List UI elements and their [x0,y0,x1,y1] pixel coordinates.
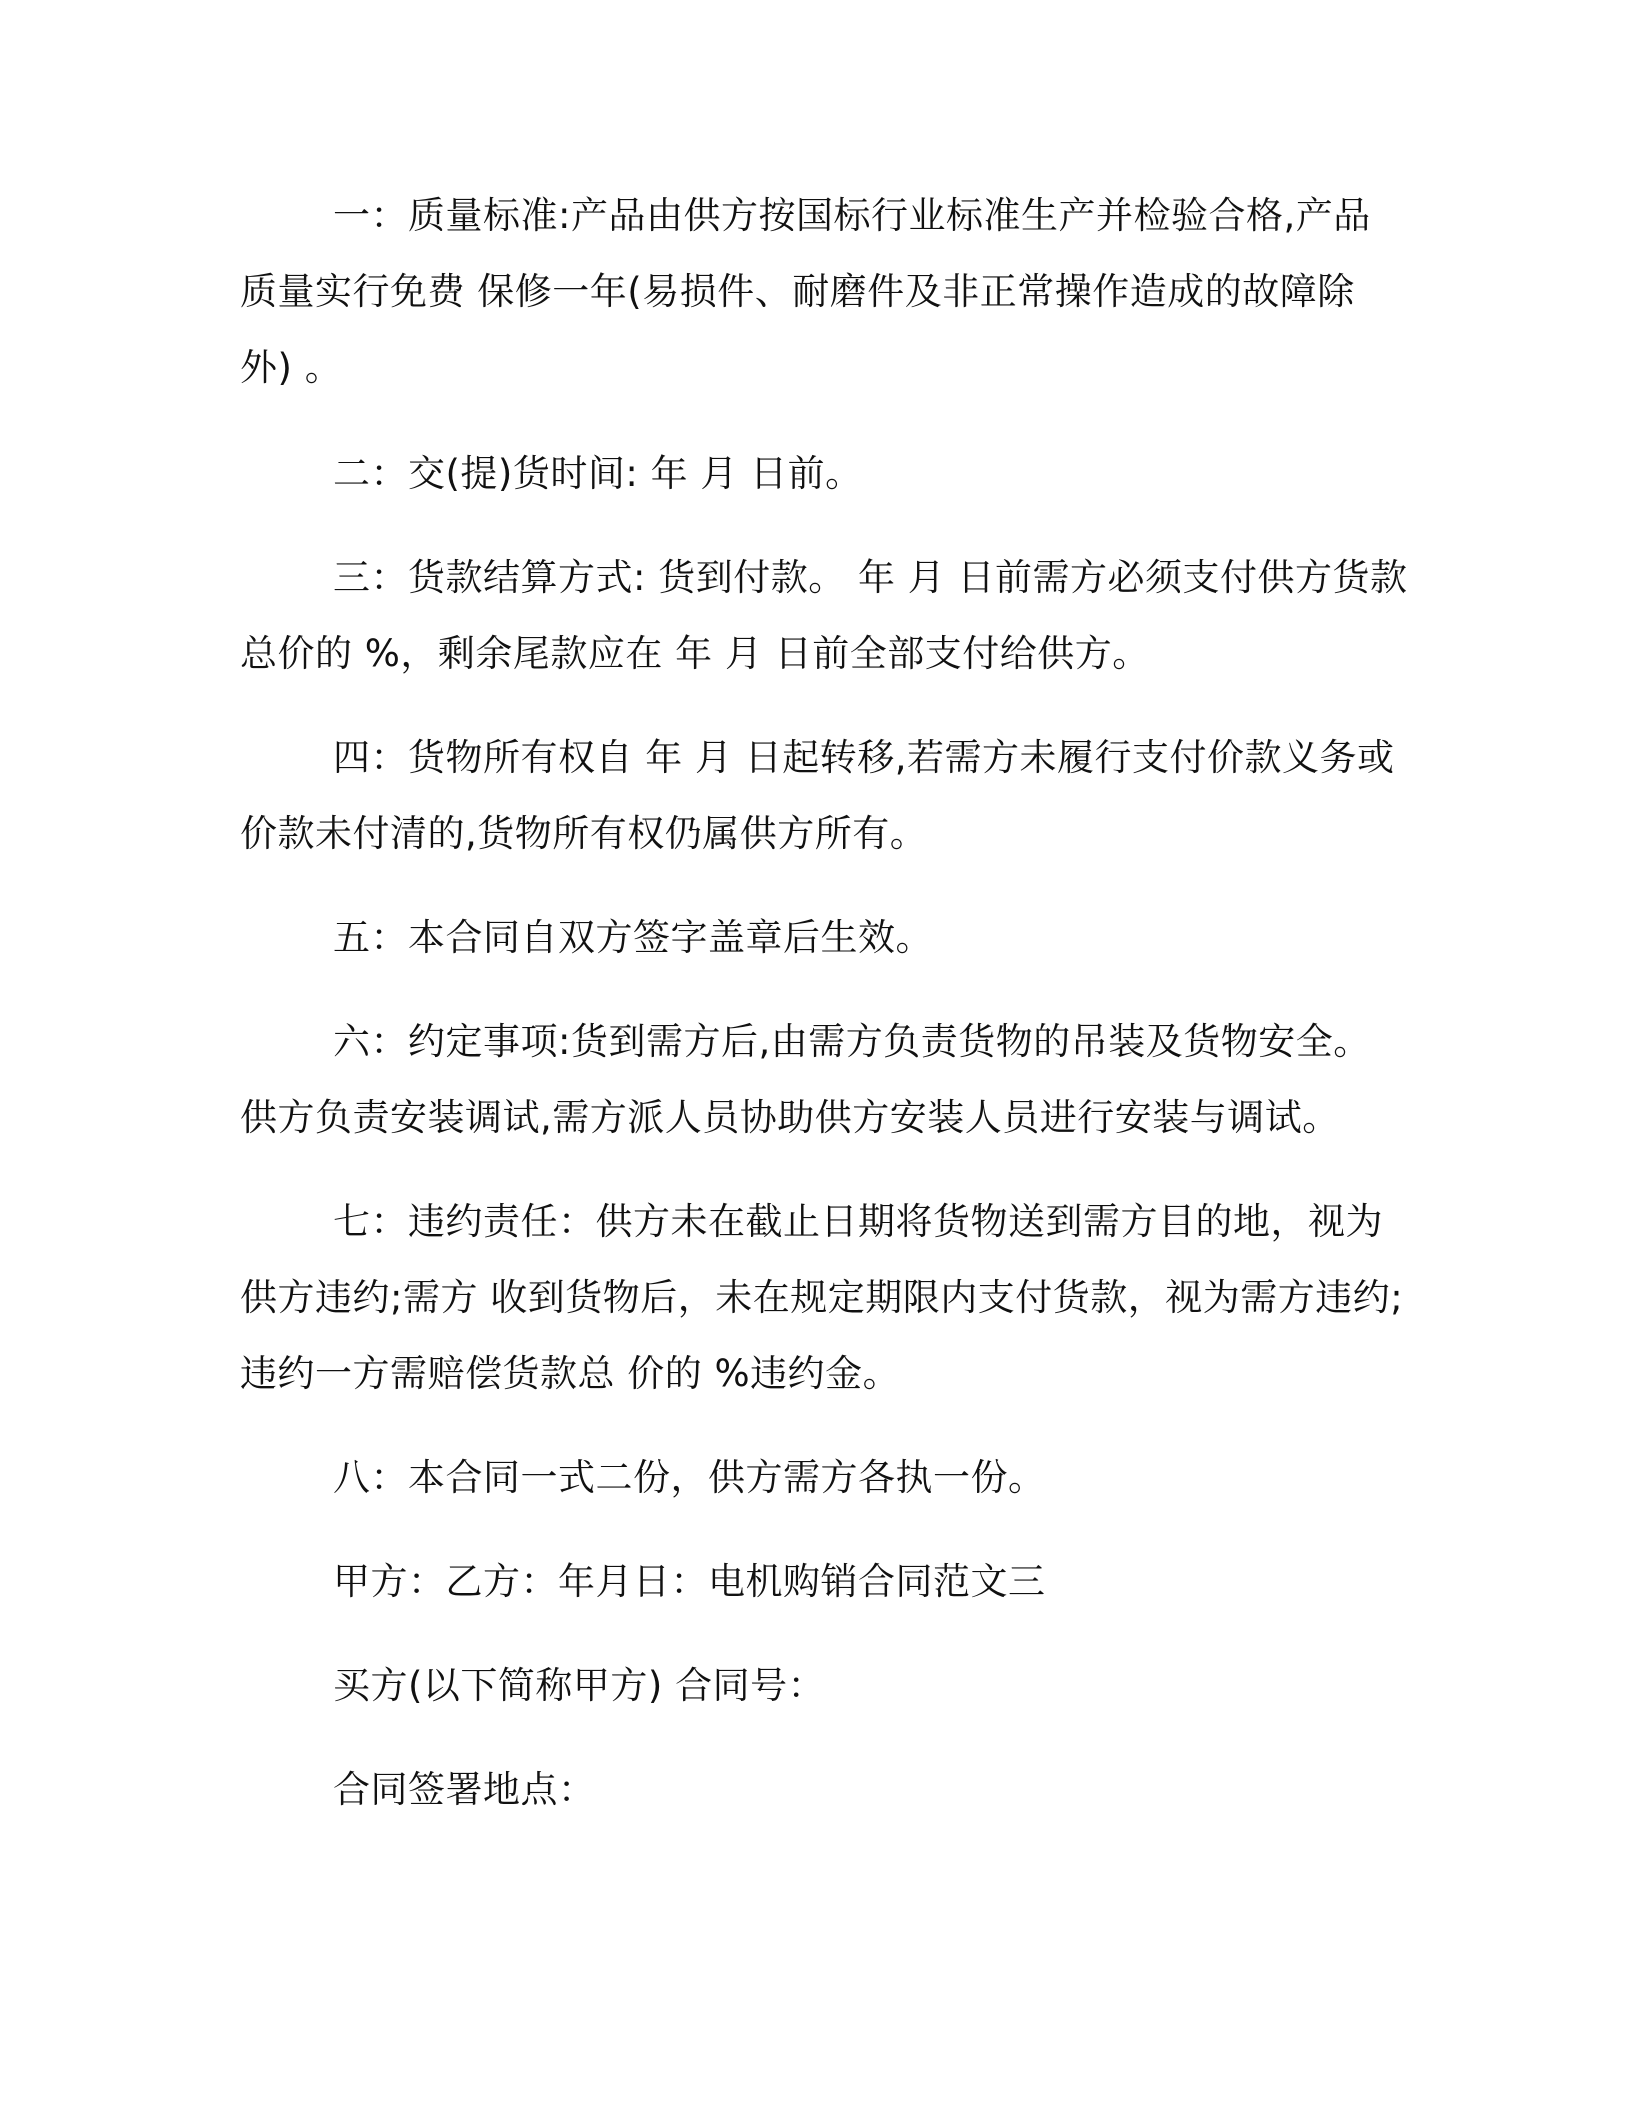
buyer-contract-line: 买方(以下简称甲方) 合同号： [333,1664,826,1707]
clause-3-line-1: 三：货款结算方式: 货到付款。 年 月 日前需方必须支付供方货款 [333,556,1408,599]
clause-6-line-2: 供方负责安装调试,需方派人员协助供方安装人员进行安装与调试。 [240,1096,1340,1139]
signing-place-line: 合同签署地点： [333,1768,596,1811]
clause-1-line-3: 外) 。 [240,346,343,389]
clause-3-line-2: 总价的 %，剩余尾款应在 年 月 日前全部支付给供方。 [240,632,1150,675]
signature-line: 甲方：乙方：年月日：电机购销合同范文三 [333,1560,1046,1603]
clause-1-line-1: 一：质量标准:产品由供方按国标行业标准生产并检验合格,产品 [333,194,1371,237]
clause-7-line-1: 七：违约责任：供方未在截止日期将货物送到需方目的地，视为 [333,1200,1383,1243]
clause-4-line-1: 四：货物所有权自 年 月 日起转移,若需方未履行支付价款义务或 [333,736,1395,779]
clause-7-line-2: 供方违约;需方 收到货物后，未在规定期限内支付货款，视为需方违约; [240,1276,1404,1319]
clause-5-line-1: 五：本合同自双方签字盖章后生效。 [333,916,933,959]
clause-2-line-1: 二：交(提)货时间: 年 月 日前。 [333,452,863,495]
clause-7-line-3: 违约一方需赔偿货款总 价的 %违约金。 [240,1352,901,1395]
clause-8-line-1: 八：本合同一式二份，供方需方各执一份。 [333,1456,1046,1499]
clause-1-line-2: 质量实行免费 保修一年(易损件、耐磨件及非正常操作造成的故障除 [240,270,1355,313]
clause-6-line-1: 六：约定事项:货到需方后,由需方负责货物的吊装及货物安全。 [333,1020,1371,1063]
clause-4-line-2: 价款未付清的,货物所有权仍属供方所有。 [240,812,928,855]
